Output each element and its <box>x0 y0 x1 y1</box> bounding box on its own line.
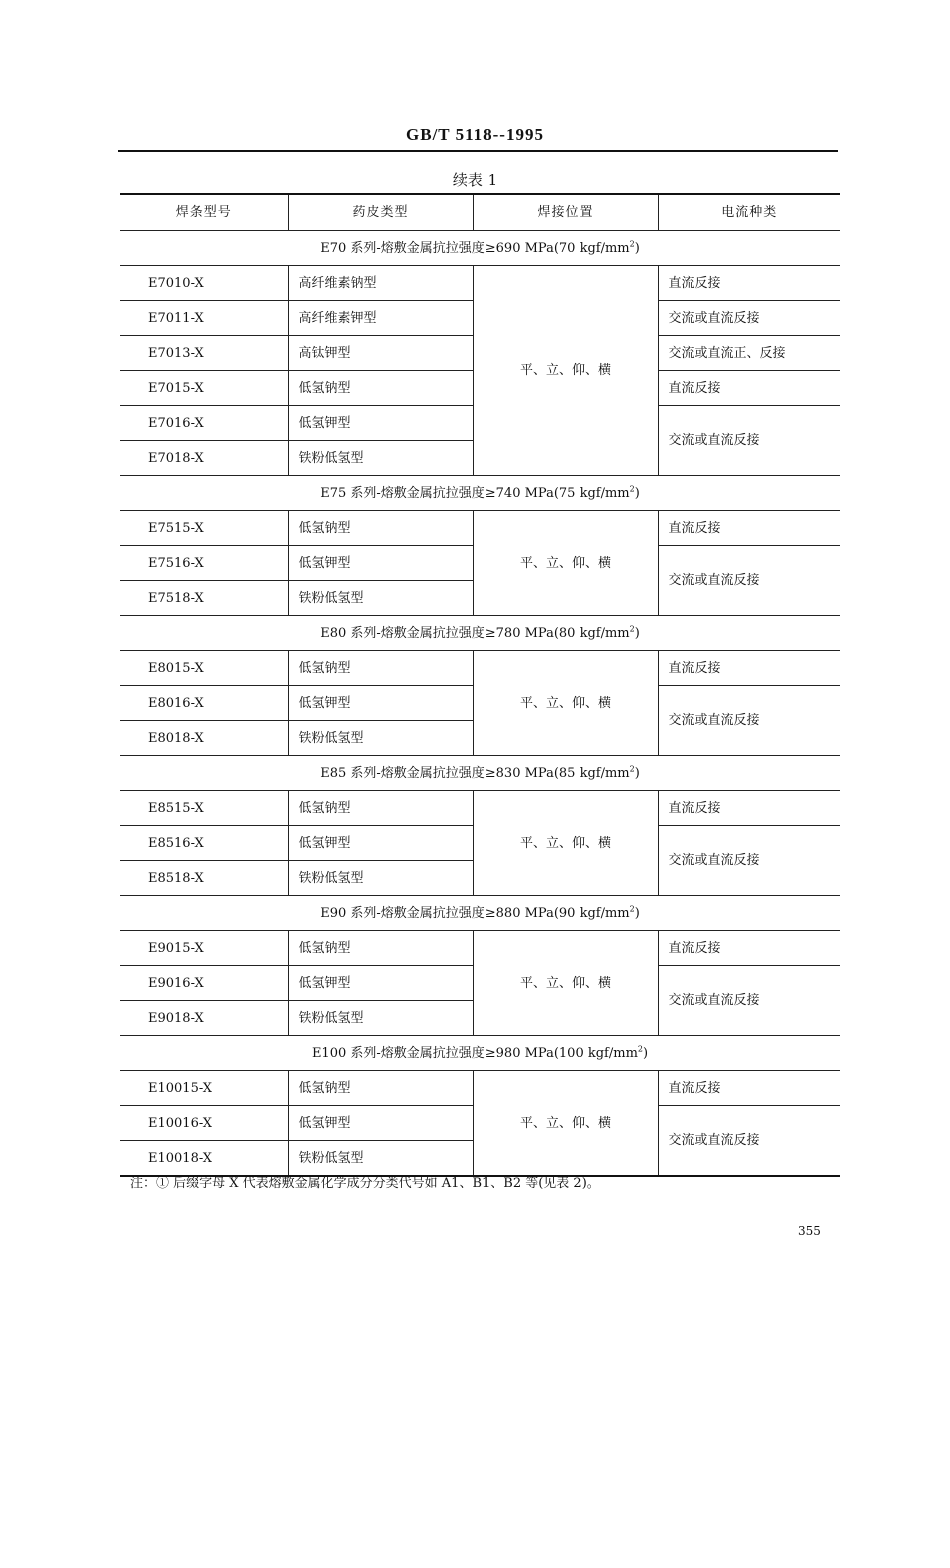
series-title-close: ) <box>642 1045 649 1061</box>
position-cell: 平、立、仰、横 <box>473 1071 658 1177</box>
model-cell: E9018-X <box>120 1001 288 1036</box>
series-title-close: ) <box>634 765 640 781</box>
coating-cell: 低氢钾型 <box>288 966 473 1001</box>
coating-cell: 低氢钾型 <box>288 686 473 721</box>
position-cell: 平、立、仰、横 <box>473 791 658 896</box>
coating-cell: 铁粉低氢型 <box>288 441 473 476</box>
series-title-text: E100 系列-熔敷金属抗拉强度≥980 MPa(100 kgf/mm <box>311 1045 638 1061</box>
standard-code: GB/T 5118--1995 <box>406 125 544 144</box>
current-cell: 交流或直流反接 <box>658 686 840 756</box>
table-caption: 续表 1 <box>452 171 498 189</box>
coating-cell: 低氢钠型 <box>288 1071 473 1106</box>
coating-cell: 低氢钠型 <box>288 791 473 826</box>
model-cell: E7011-X <box>120 301 288 336</box>
current-cell: 交流或直流反接 <box>658 826 840 896</box>
series-title <box>120 231 840 266</box>
coating-cell: 低氢钠型 <box>288 511 473 546</box>
series-row <box>120 231 840 266</box>
model-cell: E8016-X <box>120 686 288 721</box>
current-cell: 直流反接 <box>658 511 840 546</box>
coating-cell: 高钛钾型 <box>288 336 473 371</box>
coating-cell: 低氢钾型 <box>288 1106 473 1141</box>
model-cell: E7013-X <box>120 336 288 371</box>
series-title-superscript: 2 <box>629 239 635 249</box>
column-header-model: 焊条型号 <box>120 194 288 231</box>
current-cell: 直流反接 <box>658 931 840 966</box>
coating-cell: 低氢钾型 <box>288 826 473 861</box>
table-container <box>120 193 840 1177</box>
series-title-superscript: 2 <box>629 484 635 494</box>
coating-cell: 低氢钠型 <box>288 371 473 406</box>
model-cell: E8018-X <box>120 721 288 756</box>
series-title <box>120 756 840 791</box>
model-cell: E10015-X <box>120 1071 288 1106</box>
coating-cell: 铁粉低氢型 <box>288 1001 473 1036</box>
current-cell: 交流或直流反接 <box>658 1106 840 1177</box>
model-cell: E8515-X <box>120 791 288 826</box>
model-cell: E10018-X <box>120 1141 288 1177</box>
model-cell: E7016-X <box>120 406 288 441</box>
model-cell: E7018-X <box>120 441 288 476</box>
table-row <box>120 931 840 966</box>
series-row <box>120 756 840 791</box>
series-title-close: ) <box>634 240 640 256</box>
model-cell: E9016-X <box>120 966 288 1001</box>
electrode-table <box>120 193 840 1177</box>
model-cell: E7518-X <box>120 581 288 616</box>
coating-cell: 低氢钾型 <box>288 546 473 581</box>
model-cell: E8518-X <box>120 861 288 896</box>
model-cell: E7010-X <box>120 266 288 301</box>
coating-cell: 低氢钠型 <box>288 651 473 686</box>
series-title-close: ) <box>634 485 640 501</box>
current-cell: 直流反接 <box>658 266 840 301</box>
model-cell: E7516-X <box>120 546 288 581</box>
position-cell: 平、立、仰、横 <box>473 931 658 1036</box>
series-title <box>120 896 840 931</box>
coating-cell: 铁粉低氢型 <box>288 861 473 896</box>
series-title-close: ) <box>634 625 640 641</box>
column-header-position: 焊接位置 <box>473 194 658 231</box>
model-cell: E8015-X <box>120 651 288 686</box>
coating-cell: 高纤维素钾型 <box>288 301 473 336</box>
page-number: 355 <box>798 1224 821 1238</box>
series-title-close: ) <box>634 905 640 921</box>
series-title-text: E80 系列-熔敷金属抗拉强度≥780 MPa(80 kgf/mm <box>320 625 630 641</box>
current-cell: 交流或直流反接 <box>658 406 840 476</box>
table-row <box>120 791 840 826</box>
table-header-row <box>120 194 840 231</box>
table-row <box>120 1071 840 1106</box>
current-cell: 交流或直流反接 <box>658 966 840 1036</box>
series-title-text: E90 系列-熔敷金属抗拉强度≥880 MPa(90 kgf/mm <box>320 905 630 921</box>
series-row <box>120 476 840 511</box>
table-body <box>120 231 840 1177</box>
table-row <box>120 651 840 686</box>
footnote: 注：① 后缀字母 X 代表熔敷金属化学成分分类代号如 A1、B1、B2 等(见表 2)。 <box>130 1176 600 1191</box>
model-cell: E9015-X <box>120 931 288 966</box>
model-cell: E7015-X <box>120 371 288 406</box>
current-cell: 交流或直流正、反接 <box>658 336 840 371</box>
current-cell: 直流反接 <box>658 651 840 686</box>
current-cell: 直流反接 <box>658 1071 840 1106</box>
coating-cell: 铁粉低氢型 <box>288 721 473 756</box>
series-title-text: E70 系列-熔敷金属抗拉强度≥690 MPa(70 kgf/mm <box>320 240 630 256</box>
model-cell: E8516-X <box>120 826 288 861</box>
position-cell: 平、立、仰、横 <box>473 511 658 616</box>
column-header-current: 电流种类 <box>658 194 840 231</box>
model-cell: E7515-X <box>120 511 288 546</box>
series-title-superscript: 2 <box>629 904 635 914</box>
column-header-coating: 药皮类型 <box>288 194 473 231</box>
series-title <box>120 1036 840 1071</box>
series-title-text: E85 系列-熔敷金属抗拉强度≥830 MPa(85 kgf/mm <box>320 765 630 781</box>
position-cell: 平、立、仰、横 <box>473 266 658 476</box>
series-row <box>120 1036 840 1071</box>
series-title <box>120 476 840 511</box>
current-cell: 直流反接 <box>658 791 840 826</box>
coating-cell: 低氢钾型 <box>288 406 473 441</box>
series-row <box>120 616 840 651</box>
model-cell: E10016-X <box>120 1106 288 1141</box>
coating-cell: 铁粉低氢型 <box>288 581 473 616</box>
coating-cell: 低氢钠型 <box>288 931 473 966</box>
coating-cell: 高纤维素钠型 <box>288 266 473 301</box>
series-title-text: E75 系列-熔敷金属抗拉强度≥740 MPa(75 kgf/mm <box>320 485 630 501</box>
current-cell: 直流反接 <box>658 371 840 406</box>
position-cell: 平、立、仰、横 <box>473 651 658 756</box>
current-cell: 交流或直流反接 <box>658 546 840 616</box>
header-rule <box>118 150 838 152</box>
current-cell: 交流或直流反接 <box>658 301 840 336</box>
series-title-superscript: 2 <box>637 1044 643 1054</box>
series-title-superscript: 2 <box>629 764 635 774</box>
table-row <box>120 266 840 301</box>
series-title-superscript: 2 <box>629 624 635 634</box>
coating-cell: 铁粉低氢型 <box>288 1141 473 1177</box>
series-row <box>120 896 840 931</box>
series-title <box>120 616 840 651</box>
table-row <box>120 511 840 546</box>
